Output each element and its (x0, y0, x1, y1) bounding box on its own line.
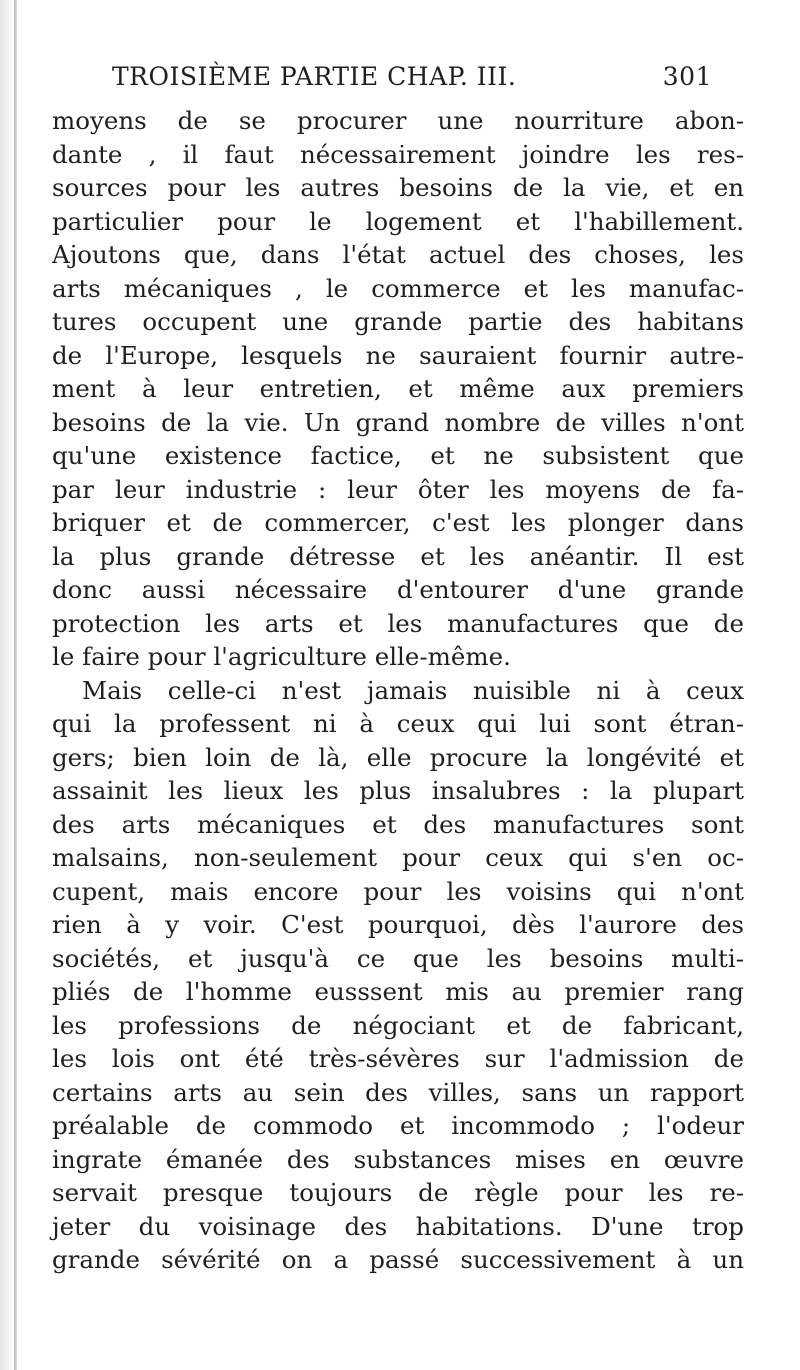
text-line: gers; bien loin de là, elle procure la longévité et (52, 742, 744, 772)
text-line: le faire pour l'agriculture elle-même. (52, 642, 511, 671)
text-line: pliés de l'homme eusssent mis au premier rang (52, 977, 744, 1006)
text-line: donc aussi nécessaire d'entourer d'une grande (52, 575, 744, 604)
text-line: Ajoutons que, dans l'état actuel des choses, les (52, 240, 744, 269)
text-line: qui la professent ni à ceux qui lui sont étran- (52, 709, 744, 738)
text-line: particulier pour le logement et l'habillement. (52, 206, 744, 236)
text-line: ment à leur entretien, et même aux premiers (52, 374, 744, 403)
text-line: par leur industrie : leur ôter les moyens de fa- (52, 474, 744, 504)
text-line: préalable de commodo et incommodo ; l'odeur (52, 1111, 744, 1140)
running-header (112, 62, 712, 92)
text-line: moyens de se procurer une nourriture abon- (52, 106, 744, 135)
text-line: cupent, mais encore pour les voisins qui n'ont (52, 876, 744, 906)
text-line: qu'une existence factice, et ne subsistent que (52, 441, 744, 470)
text-line: sociétés, et jusqu'à ce que les besoins multi- (52, 943, 744, 973)
text-line: malsains, non-seulement pour ceux qui s'en oc- (52, 843, 744, 872)
body-text (52, 104, 744, 1277)
text-line: Mais celle-ci n'est jamais nuisible ni à ceux (82, 675, 744, 705)
text-line: protection les arts et les manufactures que de (52, 608, 744, 638)
running-head-title: TROISIÈME PARTIE CHAP. III. (112, 62, 517, 91)
text-line: assainit les lieux les plus insalubres : la plupart (52, 776, 744, 805)
text-line: ingrate émanée des substances mises en œuvre (52, 1144, 744, 1174)
text-line: la plus grande détresse et les anéantir. Il est (52, 541, 744, 571)
text-line: arts mécaniques , le commerce et les manufac- (52, 273, 744, 303)
text-line: les professions de négociant et de fabricant, (52, 1010, 744, 1040)
page-gutter-shadow (0, 0, 14, 1370)
page-binding-edge (14, 0, 17, 1370)
text-line: dante , il faut nécessairement joindre les res- (52, 139, 744, 169)
text-line: certains arts au sein des villes, sans un rapport (52, 1077, 744, 1107)
page-number: 301 (662, 62, 712, 91)
text-line: sources pour les autres besoins de la vie, et en (52, 173, 744, 202)
text-line: jeter du voisinage des habitations. D'une trop (52, 1211, 744, 1241)
text-line: besoins de la vie. Un grand nombre de villes n'ont (52, 407, 744, 437)
text-line: briquer et de commercer, c'est les plonger dans (52, 508, 744, 537)
text-line: rien à y voir. C'est pourquoi, dès l'aurore des (52, 910, 744, 939)
text-line: les lois ont été très-sévères sur l'admission de (52, 1044, 744, 1073)
text-line: grande sévérité on a passé successivement à un (52, 1245, 744, 1274)
text-line: tures occupent une grande partie des habitans (52, 307, 744, 336)
text-line: des arts mécaniques et des manufactures sont (52, 809, 744, 839)
text-line: de l'Europe, lesquels ne sauraient fournir autre- (52, 340, 744, 370)
text-line: servait presque toujours de règle pour les re- (52, 1178, 744, 1207)
